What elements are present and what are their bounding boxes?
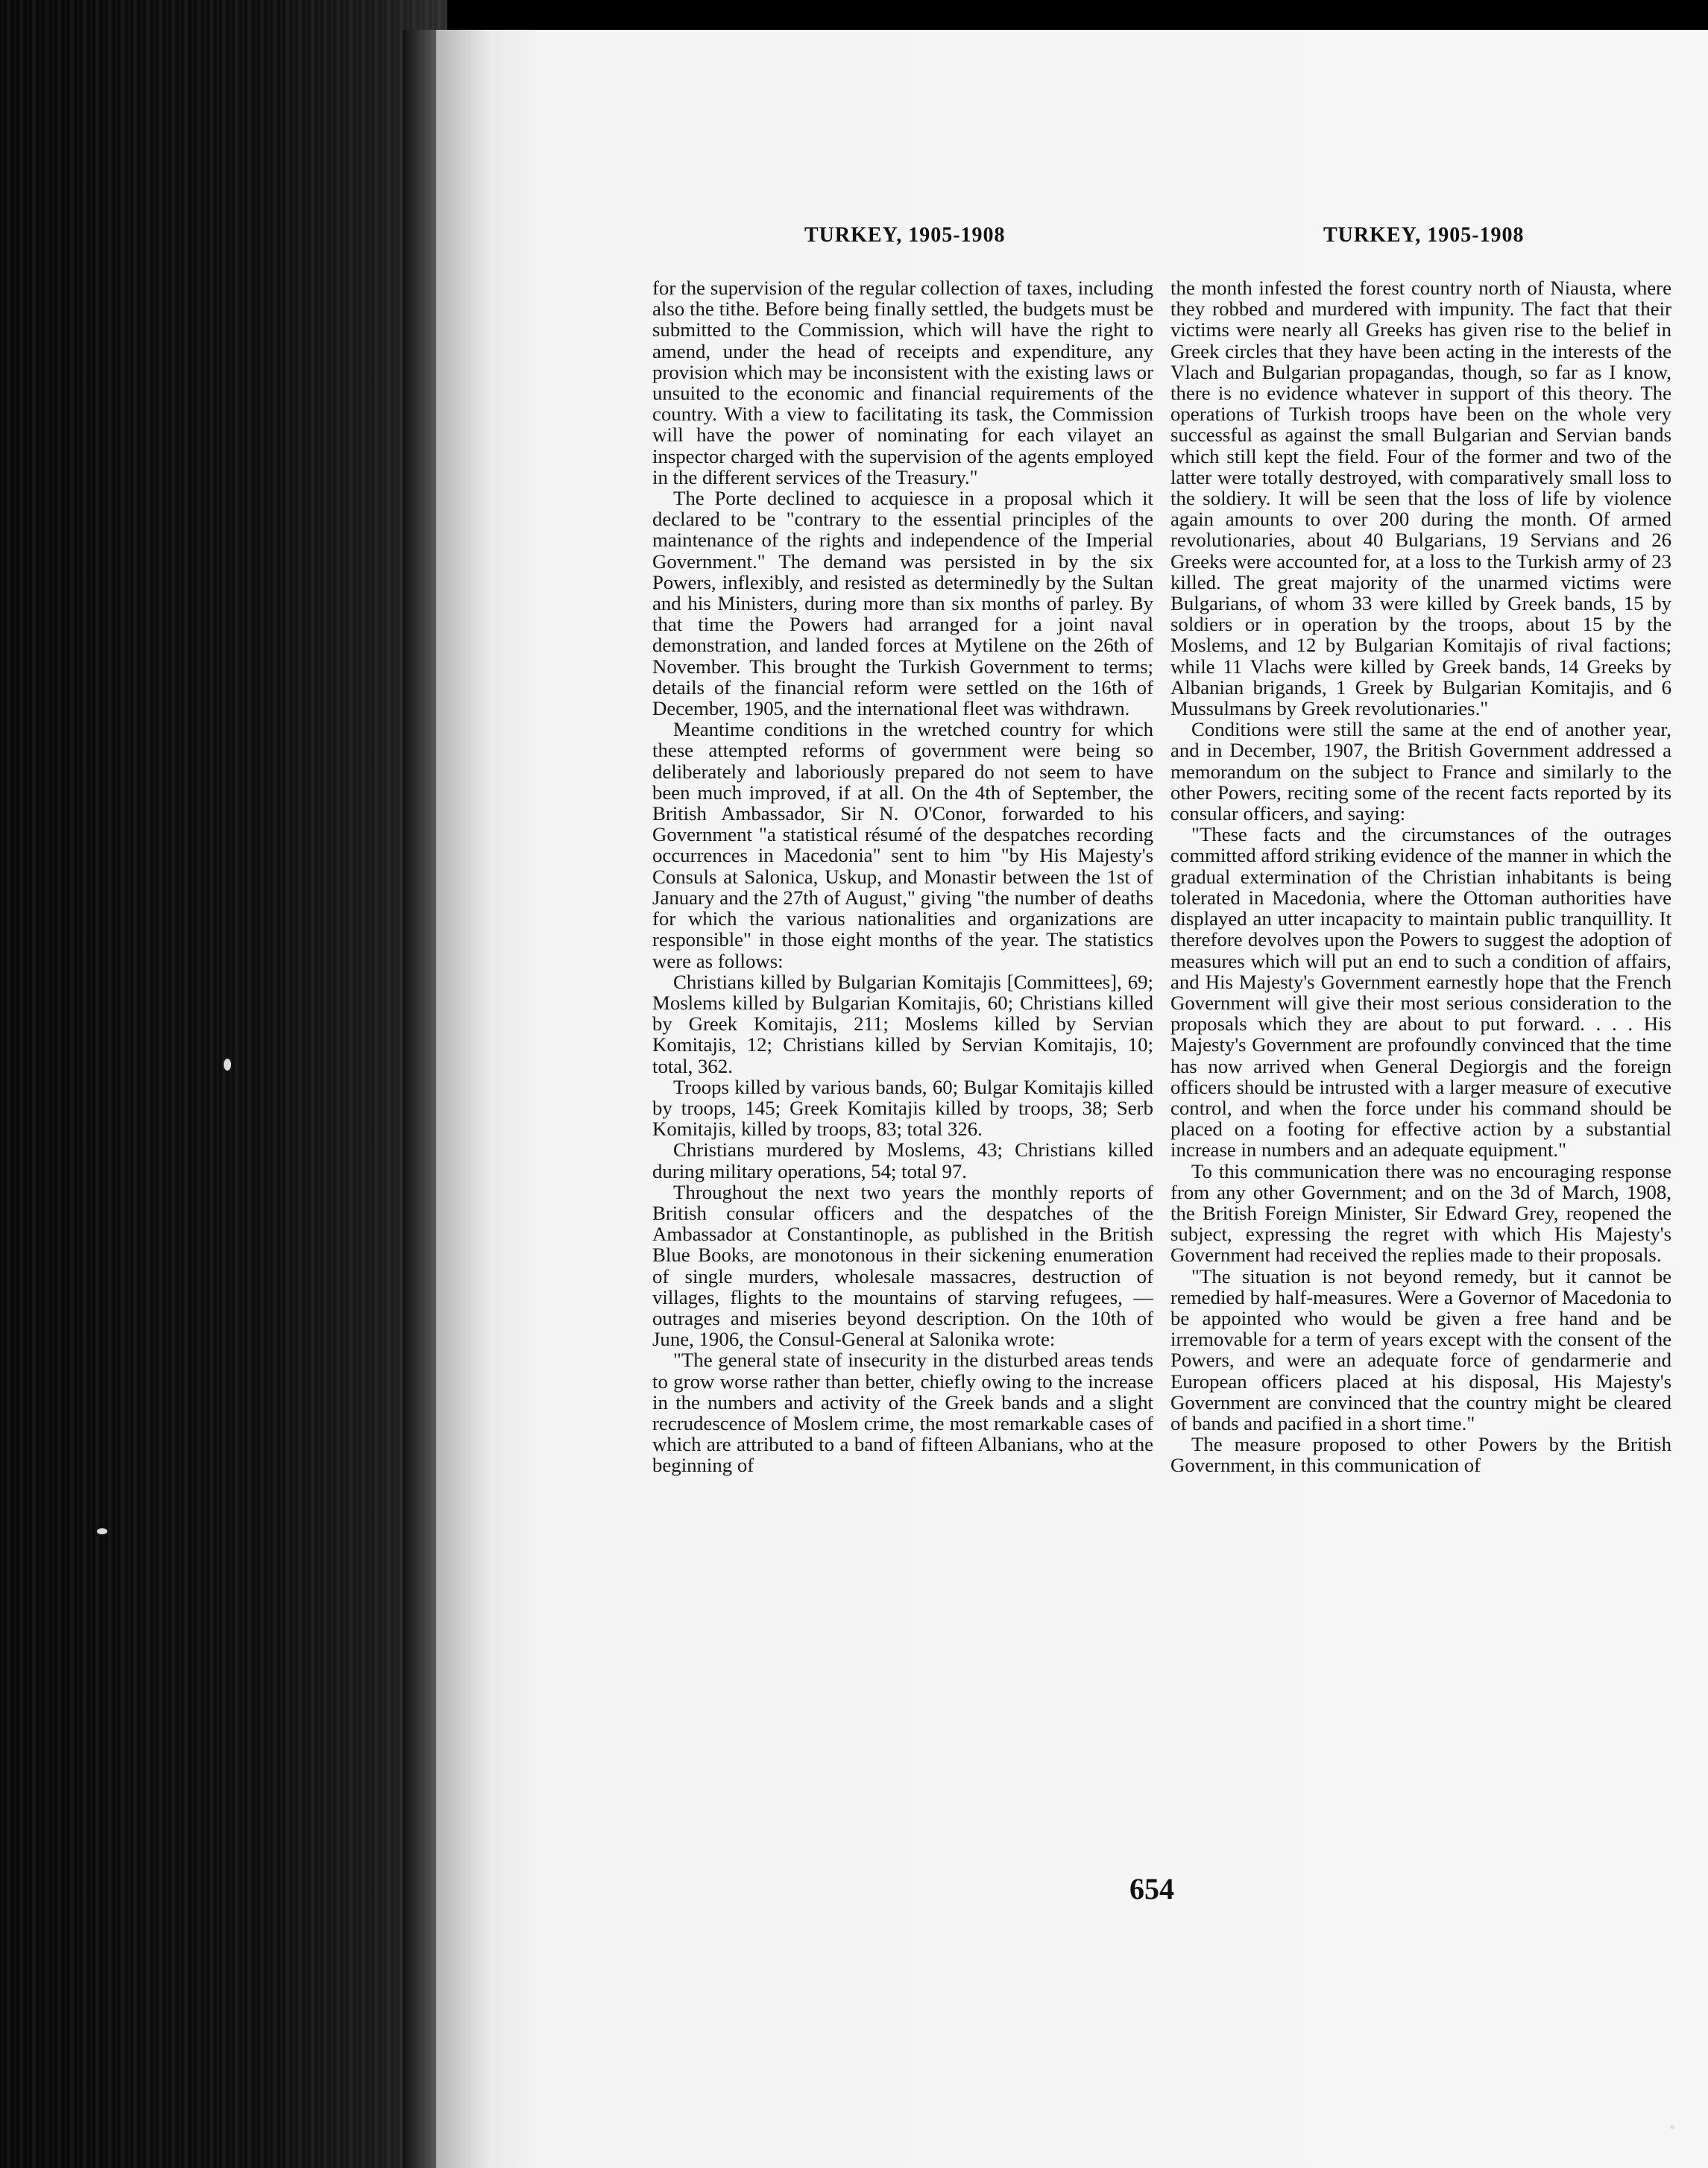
book-page (436, 30, 1708, 2168)
paragraph: Meantime conditions in the wretched country for which these attempted reforms of government were being so deliberately and laboriously prepared do not seem to have been much improved, if at all. On the 4th of September, the British Ambassador, Sir N. O'Conor, forwarded to his Government "a statistical résumé of the despatches recording occurrences in Macedonia" sent to him "by His Majesty's Consuls at Salonica, Uskup, and Monastir between the 1st of January and the 27th of August," giving "the number of deaths for which the various nationalities and organizations are responsible" in those eight months of the year. The statistics were as follows: (652, 718, 1153, 972)
quoted-paragraph: "The situation is not beyond remedy, but it cannot be remedied by half-measures. Were a Governor of Macedonia to be appointed who would be given a free hand and be irremovable for a term of years except with the consent of the Powers, and were an adequate force of gendarmerie and European officers placed at his disposal, His Majesty's Government are convinced that the country might be cleared of bands and pacified in a short time." (1170, 1264, 1671, 1434)
microfilm-margin (0, 0, 447, 2168)
paragraph: the month infested the forest country north of Niausta, where they robbed and murdered with impunity. The fact that their victims were nearly all Greeks has given rise to the belief in Greek circles that they have been acting in the interests of the Vlach and Bulgarian propagandas, though, so far as I know, there is no evidence whatever in support of this theory. The operations of Turkish troops have been on the whole very successful as against the small Bulgarian and Servian bands which still kept the field. Four of the former and two of the latter were totally destroyed, with comparatively small loss to the soldiery. It will be seen that the loss of life by violence again amounts to over 200 during the month. Of armed revolutionaries, about 40 Bulgarians, 19 Servians and 26 Greeks were accounted for, at a loss to the Turkish army of 23 killed. The great majority of the unarmed victims were Bulgarians, of whom 33 were killed by Greek bands, 15 by soldiers or in operation by the troops, about 15 by the Moslems, and 12 by Bulgarian Komitajis of rival factions; while 11 Vlachs were killed by Greek bands, 14 Greeks by Albanian brigands, 1 Greek by Bulgarian Komitajis, and 6 Mussulmans by Greek revolutionaries." (1170, 277, 1671, 720)
paragraph: To this communication there was no encouraging response from any other Government; and on the 3d of March, 1908, the British Foreign Minister, Sir Edward Grey, reopened the subject, expressing the regret with which His Majesty's Government had received the replies made to their proposals. (1170, 1159, 1671, 1267)
statistics-paragraph: Christians killed by Bulgarian Komitajis [Committees], 69; Moslems killed by Bulgarian Komitajis, 60; Christians killed by Greek Komitajis, 211; Moslems killed by Servian Komitajis, 12; Christians killed by Servian Komitajis, 10; total, 362. (652, 970, 1153, 1077)
paragraph: The measure proposed to other Powers by the British Government, in this communication of (1170, 1433, 1671, 1477)
statistics-paragraph: Christians murdered by Moslems, 43; Christians killed during military operations, 54; total 97. (652, 1138, 1153, 1182)
paragraph: for the supervision of the regular collection of taxes, including also the tithe. Before being finally settled, the budgets must be submitted to the Commission, which will have the right to amend, under the head of receipts and expenditure, any provision which may be inconsistent with the existing laws or unsuited to the economic and financial requirements of the country. With a view to facilitating its task, the Commission will have the power of nominating for each vilayet an inspector charged with the supervision of the agents employed in the different services of the Treasury." (652, 277, 1153, 488)
paragraph: Conditions were still the same at the end of another year, and in December, 1907, the British Government addressed a memorandum on the subject to France and similarly to the other Powers, reciting some of the recent facts reported by its consular officers, and saying: (1170, 718, 1671, 825)
quoted-paragraph: "These facts and the circumstances of the outrages committed afford striking evidence of the manner in which the gradual extermination of the Christian inhabitants is being tolerated in Macedonia, where the Ottoman authorities have displayed an utter incapacity to maintain public tranquillity. It therefore devolves upon the Powers to suggest the adoption of measures which will put an end to such a condition of affairs, and His Majesty's Government earnestly hope that the French Government will give their most serious consideration to the proposals which they are about to put forward. . . . His Majesty's Government are profoundly convinced that the time has now arrived when General Degiorgis and the foreign officers should be intrusted with a larger measure of executive control, and when the force under his command should be placed on a footing for effective action by a substantial increase in numbers and an adequate equipment." (1170, 823, 1671, 1162)
film-speck (97, 1528, 107, 1534)
right-text-column (1170, 277, 1671, 1876)
statistics-paragraph: Troops killed by various bands, 60; Bulgar Komitajis killed by troops, 145; Greek Komitajis killed by troops, 38; Serb Komitajis, killed by troops, 83; total 326. (652, 1075, 1153, 1141)
quoted-paragraph: "The general state of insecurity in the disturbed areas tends to grow worse rather than better, chiefly owing to the increase in the numbers and activity of the Greek bands and a slight recrudescence of Moslem crime, the most remarkable cases of which are attributed to a band of fifteen Albanians, who at the beginning of (652, 1349, 1153, 1477)
paragraph: Throughout the next two years the monthly reports of British consular officers and the despatches of the Ambassador at Constantinople, as published in the British Blue Books, are monotonous in their sickening enumeration of single murders, wholesale massacres, destruction of villages, flights to the mountains of starving refugees, — outrages and miseries beyond description. On the 10th of June, 1906, the Consul-General at Salonika wrote: (652, 1180, 1153, 1351)
film-speck (224, 1059, 231, 1071)
paragraph: The Porte declined to acquiesce in a proposal which it declared to be "contrary to the essential principles of the maintenance of the rights and independence of the Imperial Government." The demand was persisted in by the six Powers, inflexibly, and resisted as determinedly by the Sultan and his Ministers, during more than six months of parley. By that time the Powers had arranged for a joint naval demonstration, and landed forces at Mytilene on the 26th of November. This brought the Turkish Government to terms; details of the financial reform were settled on the 16th of December, 1905, and the international fleet was withdrawn. (652, 487, 1153, 720)
running-header-left: TURKEY, 1905-1908 (804, 224, 1006, 247)
left-text-column (652, 277, 1153, 1876)
running-header-right: TURKEY, 1905-1908 (1323, 224, 1525, 247)
page-number: 654 (1129, 1872, 1174, 1906)
film-speck (1670, 2125, 1674, 2129)
